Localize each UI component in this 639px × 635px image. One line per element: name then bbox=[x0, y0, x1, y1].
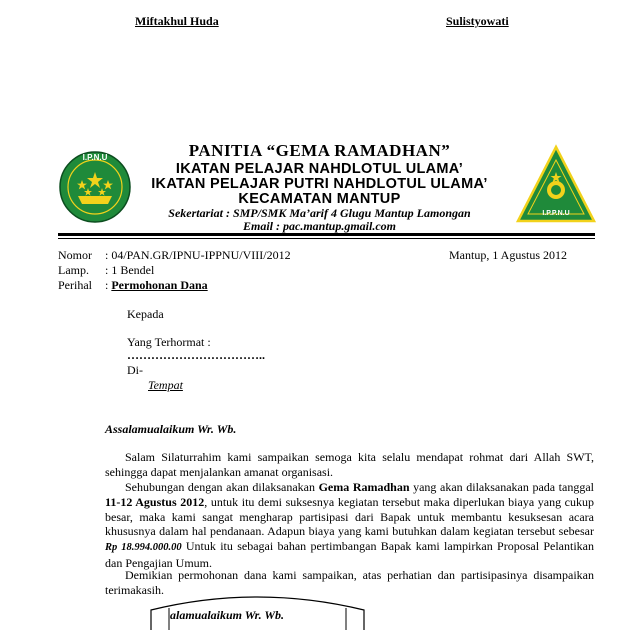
district-name: KECAMATAN MANTUP bbox=[238, 191, 401, 207]
letterhead-rule-thick bbox=[58, 233, 595, 236]
committee-title: PANITIA “GEMA RAMADHAN” bbox=[188, 141, 451, 160]
ippnu-logo-text: I.P.P.N.U bbox=[542, 210, 570, 217]
paragraph-2 bbox=[105, 480, 594, 571]
signature-left-name: Miftakhul Huda bbox=[135, 14, 219, 28]
recipient-dots: …………………………….. bbox=[127, 348, 265, 362]
signature-right-name: Sulistyowati bbox=[446, 14, 509, 28]
di-label: Di- bbox=[127, 363, 143, 377]
greeting: Assalamualaikum Wr. Wb. bbox=[105, 422, 237, 436]
letterhead-rule-thin bbox=[58, 238, 595, 239]
org-name-ippnu: IKATAN PELAJAR PUTRI NAHDLOTUL ULAMA’ bbox=[151, 176, 488, 192]
nomor-value: : 04/PAN.GR/IPNU-IPPNU/VIII/2012 bbox=[105, 248, 291, 262]
perihal-label: Perihal bbox=[58, 278, 92, 292]
org-name-ipnu: IKATAN PELAJAR NAHDLOTUL ULAMA’ bbox=[175, 161, 464, 177]
lamp-value: : 1 Bendel bbox=[105, 263, 155, 277]
ipnu-logo-text: I.P.N.U bbox=[82, 153, 108, 162]
yang-terhormat-label: Yang Terhormat : bbox=[127, 335, 211, 349]
event-dates: 11-12 Agustus 2012 bbox=[105, 494, 205, 509]
budget-amount: Rp 18.994.000.00 bbox=[105, 542, 182, 554]
event-name: Gema Ramadhan bbox=[318, 480, 410, 494]
paragraph-3: Demikian permohonan dana kami sampaikan, atas perhatian dan partisipasinya disampaikan terimakasih. bbox=[105, 568, 594, 597]
kepada-label: Kepada bbox=[127, 307, 164, 321]
perihal-prefix: : bbox=[105, 278, 112, 292]
tempat-label: Tempat bbox=[148, 378, 183, 392]
lamp-label: Lamp. bbox=[58, 263, 89, 277]
nomor-label: Nomor bbox=[58, 248, 92, 262]
secretariat-address: Sekertariat : SMP/SMK Ma’arif 4 Glugu Mantup Lamongan bbox=[168, 206, 471, 220]
closing-greeting: alamualaikum Wr. Wb. bbox=[170, 608, 285, 622]
p2-part-a: Sehubungan dengan akan dilaksanakan bbox=[125, 480, 319, 494]
letter-date: Mantup, 1 Agustus 2012 bbox=[449, 248, 568, 262]
perihal-value: Permohonan Dana bbox=[111, 278, 208, 292]
p2-part-e: , untuk itu demi suksesnya kegiatan tersebut maka diperlukan biaya yang cukup besar, maka kami sangat mengharap partisipasi dari Bapak untuk membantu kesuksesan acara khususnya dalam hal pendanaan. Adapun biaya yang kami butuhkan dalam kegiatan tersebut sebesar bbox=[105, 494, 594, 539]
paragraph-1: Salam Silaturrahim kami sampaikan semoga kita selalu mendapat rohmat dari Allah SWT, sehingga dapat menjalankan amanat organisasi. bbox=[105, 450, 594, 479]
p2-part-c: yang akan dilaksanakan pada tanggal bbox=[409, 480, 594, 494]
perihal-line bbox=[105, 278, 208, 293]
p2-part-g: Untuk itu sebagai bahan pertimbangan Bapak kami lampirkan Proposal Pelantikan dan Pengajian Umum. bbox=[105, 539, 594, 570]
email-address: Email : pac.mantup.gmail.com bbox=[242, 219, 396, 233]
